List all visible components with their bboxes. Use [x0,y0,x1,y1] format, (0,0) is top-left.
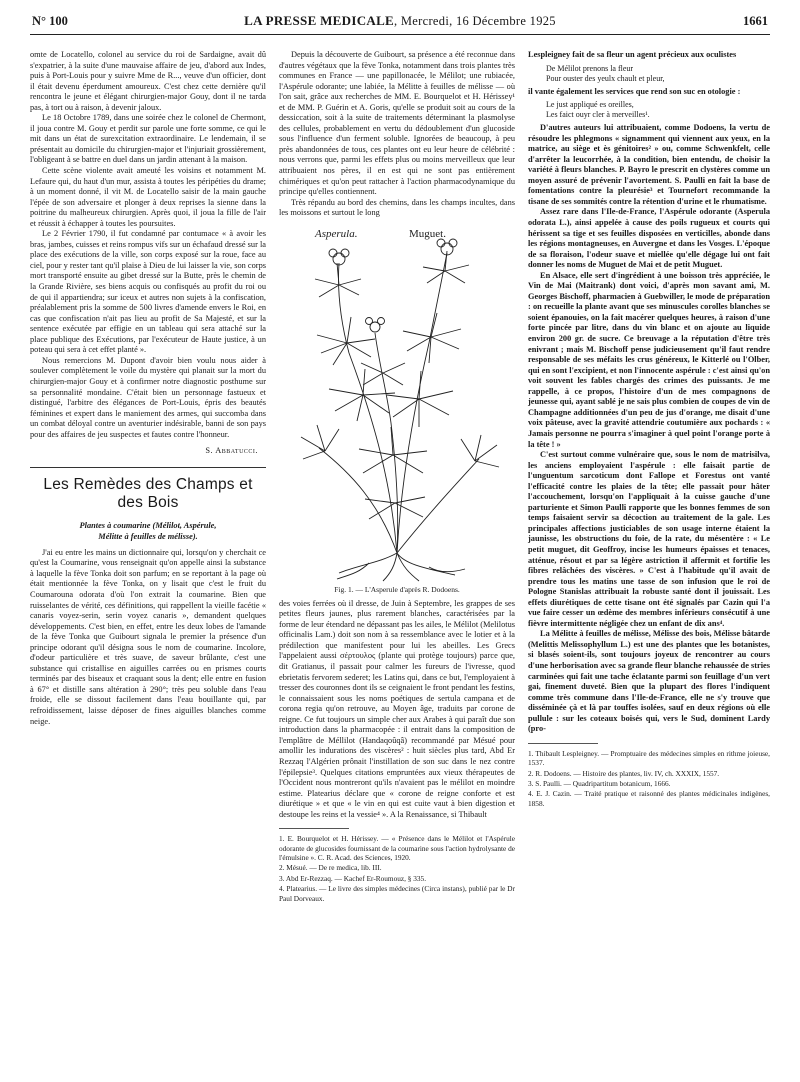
article-paragraph: des voies ferrées où il dresse, de Juin à Septembre, les grappes de ses petites fleurs jaunes, plus rarement blanches, caractérisées par la forme de leur étendard ne dépassant pas les ailes, le Mélilot (Melilotus officinalis Lam.) doit son nom à sa ressemblance avec le lotier et à la prédilection que manifestent pour lui les abeilles. Les Grecs l'appelaient aussi σέρτουλος (plante qui protège toujours) parce que, dit Gratianus, il passait pour calmer les fureurs de l'ivresse, quod ebrietatis fervorem sederet; les Latins qui, dans ce but, l'employaient à tresser des couronnes dont ils se ceignaient le front pendant les festins, le connaissaient sous les noms poétiques de sertula campana et de corona regia qu'on retrouve, au Moyen âge, traduits par corone de reigne. Ce fut toujours un simple cher aux Arabes à qui paraît due son introduction dans la pharmacopée : il entrait dans la composition de l'emplâtre de Méllilot (Handaqoûqâ) recommandé par Mésué pour amollir les indurations des viscères² : huit siècles plus tard, Abd Er Rezzaq l'Algérien prônait l'instillation de son suc dans le nez contre l'épilepsie³. Quelques citations empruntées aux vieux thérapeutes de l'Occident nous montreront qu'ils n'avaient pas le mélilot en moindre estime. Platearius déclare que « corone de reigne conforte et est diurétique » et que « le vin en qui est cuite vaut à bien digestion et destoupe les reins et la vessie⁴ ». A la Renaissance, si Thibault [279,598,515,819]
article-paragraph: Lespleigney fait de sa fleur un agent précieux aux oculistes [528,50,737,59]
article-paragraph: Depuis la découverte de Guibourt, sa présence a été reconnue dans d'autres végétaux que la fève Tonka, notamment dans trois plantes très communes en France — une papillonacée, le Mélilot; une rubiacée, l'Aspérule odorante; une labiée, la Mélitte à feuilles de mélisse — où l'on sait, grâce aux recherches de MM. E. Bourquelot et H. Hérissey¹ et de MM. P. Guérin et A. Goris, qu'elle se produit soit au cours de la dessiccation, soit à la suite de traitements déterminant la plasmolyse des cellules, probablement en vertu du dédoublement d'un glucoside sous l'influence d'un ferment soluble. Ignorées de beaucoup, à peu près abandonnées de tous, ces plantes ont eu leur heure de célébrité : nous verrons que, parmi les effets plus ou moins merveilleux que leur attribuaient nos pères, il en est qui ne sont pas entièrement chimériques et qu'on peut rattacher à l'action pharmacodynamique du principe qu'elles contiennent. [279,50,515,197]
column-3 [528,50,770,809]
article-paragraph: omte de Locatello, colonel au service du roi de Sardaigne, avait dû s'expatrier, à la suite d'une mauvaise affaire de jeu, d'abord aux Indes, puis à Port-Louis pour y suivre Mme de R..., veuve d'un officier, dont il était devenu éperdument amoureux. C'est chez cette dernière qu'il rencontra le jeune et élégant chirurgien-major Gouy, dont il ne tarda pas, à tort ou à raison, à devenir jaloux. [30,50,266,112]
article-paragraph: Nous remercions M. Dupont d'avoir bien voulu nous aider à soulever complètement le voile du mystère qui planait sur la mort du chirurgien-major Gouy et à confirmer notre diagnostic posthume sur sa personnalité mondaine. C'était bien un personnage fastueux et distingué, l'arbitre des élégances de Port-Louis, épris des beautés féminines et expert dans le maniement des armes, qui succomba dans un combat déloyal contre un aventurier indésirable, banni de son pays pour des affaires de jeu suspectes et fautes contre l'honneur. [30,355,266,439]
article-paragraph: En Alsace, elle sert d'ingrédient à une boisson très appréciée, le Vin de Mai (Maitrank) dont voici, d'après mon savant ami, M. Georges Bischoff, pharmacien à Guebwiller, le mode de préparation : on recueille la plante avant que ses minuscules corolles blanches se soient épanouies, on la fait macérer quelques heures, à raison d'une forte pincée par litre, dans du vin blanc et on ajoute au liquide environ 200 gr. de sucre. Ce breuvage a la réputation d'être très enivrant ; mais M. Bischoff pense judicieusement qu'il faut rendre responsable de ses méfaits les crus généreux, le Kitterlé ou l'Olber, qui en sont l'excipient, et non l'innocente aspérule : c'est ainsi qu'on voit souvent les fables chargés des crimes des puissants. Je me rappelle, à ce propos, l'histoire d'un de mes compagnons de jeunesse qui, ayant sablé je ne sais plus combien de coupes de vin de Champagne additionnées d'un peu de jus d'orange, me disait d'une voix pâteuse, avec la gravité attendrie coutumière aux pochards : « Jamais personne ne pourra s'imaginer à quel point l'orange porte à la tête ! » [528,270,770,449]
figure-label-latin: Asperula. [315,227,358,240]
footnote: 4. E. J. Cazin. — Traité pratique et raisonné des plantes médicinales indigènes, 1858. [528,789,770,808]
figure-asperula [279,223,515,595]
article-paragraph: J'ai eu entre les mains un dictionnaire qui, lorsqu'on y cherchait ce qu'est la Coumarine, vous renseignait qu'on appelle ainsi la substance à laquelle la fève Tonka doit son parfum; en se reportant à la page où était mentionnée la fève Tonka, on y lisait que c'est le fruit du Coumarouna odorata d'où l'on extrait la coumarine. Bien que ruisselantes de vérité, ces définitions, qui rappellent la vieille facétie « canaris voyez-serin, serin voyez canaris », demandent quelques développements. C'est bien, en effet, entre les deux lobes de l'amande de la fève Tonka que Guibourt signala le premier la présence d'un principe odorant qu'il désigna sous le nom de coumarine. Incolore, d'odeur particulière et très suave, de saveur brûlante, c'est une substance qui cristallise en aiguilles carrées ou en prismes courts terminés par des biseaux et craquant sous la dent; elle entre en fusion à 67° et distille sans altération à 290°; très peu soluble dans l'eau froide, elle se dissout facilement dans l'eau bouillante qui, par refroidissement, laisse déposer de fines aiguilles blanches comme neige. [30,547,266,726]
footnotes [528,749,770,808]
section-divider [30,467,266,468]
footnote-divider [528,743,598,744]
article-paragraph: Cette scène violente avait ameuté les voisins et notamment M. Lefaure qui, du haut d'un mur, assista à toutes les péripéties du drame; à un moment donné, il vit M. de Locatello saisir de la main gauche l'épée de son adversaire et plonger à deux reprises la sienne dans la poitrine du malheureux chirurgien. Après quoi, il joua la fille de l'air et réussit à échapper à toutes les poursuites. [30,166,266,228]
article-paragraph: Assez rare dans l'Ile-de-France, l'Aspérule odorante (Asperula odorata L.), ainsi appelée à cause des poils rugueux et courts qui hérissent sa tige et ses feuilles disposées en verticilles, abonde dans les régions montagneuses, en Auvergne et dans les Vosges. L'époque de sa floraison, l'odeur suave et miellée qu'elle dégage lui ont fait donner les noms de Muguet de Mai et de petit Muguet. [528,207,770,270]
issue-date: , Mercredi, 16 Décembre 1925 [394,14,556,28]
footnotes [279,834,515,903]
footnote: 4. Platearius. — Le livre des simples médecines (Circa instans), publié par le Dr Paul Dorveaux. [279,884,515,903]
footnote: 2. R. Dodoens. — Histoire des plantes, liv. IV, ch. XXXIX, 1557. [528,768,720,778]
issue-number: N° 100 [32,14,68,28]
footnote: 1. E. Bourquelot et H. Hérissey. — « Présence dans le Mélilot et l'Aspérule odorante de glucosides fournissant de la coumarine sous l'action hydrolysante de l'émulsine ». C. R. Acad. des Sciences, 1920. [279,834,515,863]
verse-quote [546,64,770,84]
asperula-illustration [279,223,515,583]
verse-line: Pour ouster des yeulx chault et pleur, [546,73,665,83]
article-paragraph: il vante également les services que rend son suc en otologie : [528,86,741,96]
author-signature: S. Abbatucci. [205,446,258,456]
article-paragraph: Très répandu au bord des chemins, dans les champs incultes, dans les moissons et surtout le long [279,197,515,218]
footnote: 3. S. Paulli. — Quadripartitum botanicum, 1666. [528,779,671,789]
column-2 [279,50,515,904]
figure-label-french: Muguet. [409,227,446,240]
article-paragraph: D'autres auteurs lui attribuaient, comme Dodoens, la vertu de résoudre les phlegmons « signamment qui viennent aux yeux, en la matrice, au siège et ès génitoires² » ou, comme Schwenkfelt, celle d'arrêter la leucorrhée, à la condition, bien entendu, de choisir la variété à fleurs blanches. P. Bayro le prescrit en clystères comme un moyen assuré de prévenir l'avortement. S. Paulli en fait la base de fomentations contre la pleurésie³ et Tournefort recommande la tisane de ses sommités contre la rétention d'urine et le rhumatisme. [528,123,770,206]
article-paragraph: Le 2 Février 1790, il fut condamné par contumace « à avoir les bras, jambes, cuisses et reins rompus vifs sur un échafaud dressé sur la place des exécutions de la ville, son corps exposé sur la roue, face au ciel, pour y rester tant qu'il plaise à Dieu de lui laisser la vie, son corps mort transporté ensuite au gibet dressé sur la Butte, près le chemin de la Grande Rivière, ses biens acquis ou confisqués au profit du roi ou de qui il appartiendra; sur iceux et autres non sujets à la confiscation, préalablement pris la somme de 500 livres d'amende envers le Roi, en cas que confiscation n'ait pas lieu au profit de Sa Majesté, et sur la sentence exécutée par effigie en un tableau qui sera attaché sur la place publique des Exécutions, par l'exécuteur de Haute justice, à un poteau qui sera à cet effet planté ». [30,229,266,355]
verse-line: De Mélilot prenons la fleur [546,63,634,73]
journal-title [30,13,770,29]
footnote-divider [279,828,349,829]
verse-line: Les faict ouyr cler à merveilles¹. [546,110,650,120]
column-1 [30,50,266,727]
footnote: 1. Thibault Lespleigney. — Promptuaire des médecines simples en rithme joieuse, 1537. [528,748,770,768]
verse-quote [546,100,770,120]
article-paragraph: La Mélitte à feuilles de mélisse, Mélisse des bois, Mélisse bâtarde (Melittis Melissophyllum L.) est une des plantes que les botanistes, si blasés soient-ils, sont toujours joyeux de rencontrer au cours d'une herborisation avec sa grande fleur blanche rehaussée de stries carminées qui fait une tache éclatante parmi son feuillage d'un vert gai, finement duveté. Bien que la plupart des flores l'indiquent comme très commune dans l'Ile-de-France, elle ne s'y trouve que disséminée çà et là par touffes isolées, sauf en deux régions où elle pullule : sur les coteaux boisés qui, vers le Sud, dominent Lardy (pro- [528,629,770,734]
figure-caption: Fig. 1. — L'Asperule d'après R. Dodoens. [334,584,460,594]
subtitle-line-2: Mélitte à feuilles de mélisse). [98,531,198,541]
journal-name: LA PRESSE MEDICALE [244,13,395,28]
footnote: 2. Mésué. — De re medica, lib. III. [279,863,382,873]
footnote: 3. Abd Er-Rezzaq. — Kachef Er-Roumouz, § 335. [279,873,427,883]
page-header [30,8,770,35]
article-paragraph: Le 18 Octobre 1789, dans une soirée chez le colonel de Chermont, il joua contre M. Gouy et perdit sur parole une forte somme, ce qui le mit dans un état de surexcitation extraordinaire. Le lendemain, il se présentait au domicile du chirurgien-major et l'injuriait grossièrement, l'obligeant à se battre en duel dans un jardin attenant à la maison. [30,113,266,165]
subtitle-line-1: Plantes à coumarine (Mélilot, Aspérule, [79,520,217,530]
page-number: 1661 [743,14,768,28]
article-paragraph: C'est surtout comme vulnéraire que, sous le nom de matrisilva, les anciens employaient l'aspérule : elle faisait partie de l'unguentum sarcoticum dont Fallope et Forestus ont vanté l'efficacité contre les plaies de la tête; elle passait pour hâter l'accouchement, lorsqu'on l'appliquait à la cuisse gauche d'une parturiente et Simon Paulli rapporte que les bonnes femmes de son temps faisaient servir sa décoction au traitement de la gale. Les principales affections justiciables de son usage interne étaient la jaunisse, les obstructions du foie, de la rate, du mésentère : « Le petit muguet, dit Geoffroy, incise les humeurs épaisses et tenaces, atténue, résout et par sa légère astriction il affermit et fortifie les fibres relâchées des viscères. » C'est à l'habitude qu'il avait de prendre tous les matins une tasse de son infusion que le roi de Pologne Stanislas attribuait la robuste santé dont il jouissait. Les effets diurétiques de cette tisane ont été signalés par Cazin qui l'a vue faire cesser un œdème des membres inférieurs consécutif à une fièvre intermittente négligée chez un enfant de dix ans⁴. [528,450,770,628]
plant-drawing [301,239,499,581]
verse-line: Le just appliqué es oreilles, [546,100,634,110]
section-title: Les Remèdes des Champs et des Bois [43,475,253,511]
section-subtitle [30,520,266,542]
